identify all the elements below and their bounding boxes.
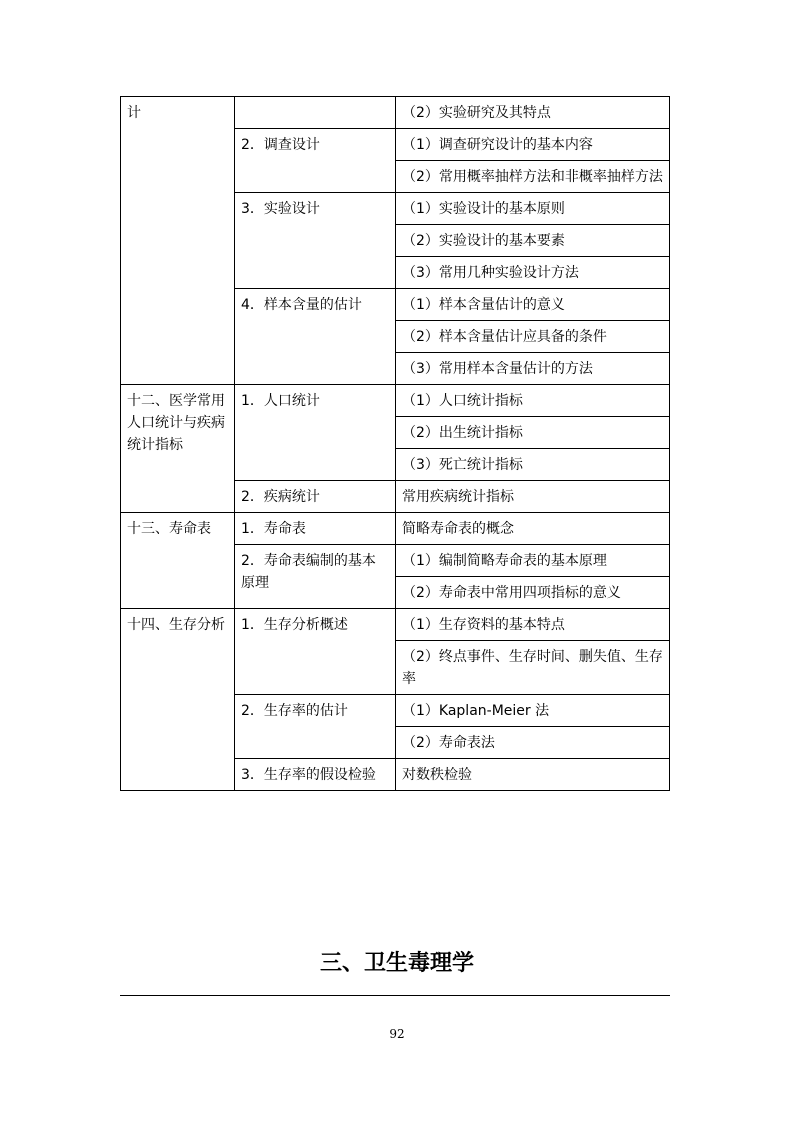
section-cell: 十四、生存分析 — [121, 609, 235, 791]
item-cell: （2）寿命表中常用四项指标的意义 — [396, 577, 670, 609]
horizontal-rule — [120, 995, 670, 996]
topic-cell: 1．生存分析概述 — [235, 609, 396, 695]
topic-cell: 2．疾病统计 — [235, 481, 396, 513]
syllabus-table — [120, 96, 670, 791]
section-cell: 十二、医学常用人口统计与疾病统计指标 — [121, 385, 235, 513]
topic-cell: 1．人口统计 — [235, 385, 396, 481]
item-cell: （2）实验设计的基本要素 — [396, 225, 670, 257]
topic-cell: 2．寿命表编制的基本原理 — [235, 545, 396, 609]
item-cell: （2）样本含量估计应具备的条件 — [396, 321, 670, 353]
item-cell: （1）实验设计的基本原则 — [396, 193, 670, 225]
item-cell: （1）生存资料的基本特点 — [396, 609, 670, 641]
topic-cell — [235, 97, 396, 129]
section-cell: 十三、寿命表 — [121, 513, 235, 609]
item-cell: （1）调查研究设计的基本内容 — [396, 129, 670, 161]
section-heading: 三、卫生毒理学 — [319, 950, 474, 976]
item-cell: （2）常用概率抽样方法和非概率抽样方法 — [396, 161, 670, 193]
topic-cell: 2．生存率的估计 — [235, 695, 396, 759]
item-cell: （3）常用几种实验设计方法 — [396, 257, 670, 289]
item-cell: 常用疾病统计指标 — [396, 481, 670, 513]
item-cell: （1）编制简略寿命表的基本原理 — [396, 545, 670, 577]
item-cell: （1）人口统计指标 — [396, 385, 670, 417]
item-cell: （3）常用样本含量估计的方法 — [396, 353, 670, 385]
table-row — [121, 609, 670, 641]
topic-cell: 3．实验设计 — [235, 193, 396, 289]
item-cell: （2）寿命表法 — [396, 727, 670, 759]
item-cell: （2）实验研究及其特点 — [396, 97, 670, 129]
item-cell: 简略寿命表的概念 — [396, 513, 670, 545]
item-cell: 对数秩检验 — [396, 759, 670, 791]
item-cell: （2）终点事件、生存时间、删失值、生存率 — [396, 641, 670, 695]
page-number: 92 — [389, 1027, 405, 1041]
table-row — [121, 385, 670, 417]
section-cell: 计 — [121, 97, 235, 385]
item-cell: （3）死亡统计指标 — [396, 449, 670, 481]
topic-cell: 3．生存率的假设检验 — [235, 759, 396, 791]
table-row — [121, 97, 670, 129]
item-cell: （2）出生统计指标 — [396, 417, 670, 449]
table-row — [121, 513, 670, 545]
topic-cell: 1．寿命表 — [235, 513, 396, 545]
topic-cell: 4．样本含量的估计 — [235, 289, 396, 385]
item-cell: （1）样本含量估计的意义 — [396, 289, 670, 321]
item-cell: （1）Kaplan-Meier 法 — [396, 695, 670, 727]
topic-cell: 2．调查设计 — [235, 129, 396, 193]
